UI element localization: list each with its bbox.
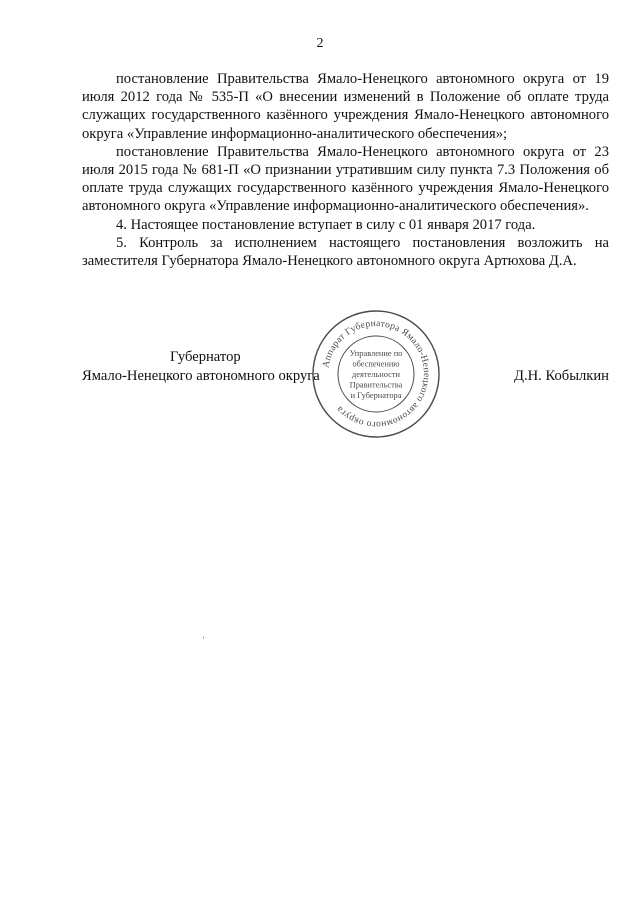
seal-outer-text: Аппарат Губернатора Ямало-Ненецкого автономного округа [321,318,432,430]
paragraph-control: 5. Контроль за исполнением настоящего постановления возложить на заместителя Губернатора Ямало-Ненецкого автономного округа Артюхова Д.А. [82,234,609,270]
signatory-region: Ямало-Ненецкого автономного округа [82,368,320,384]
seal-inner-line: и Губернатора [350,391,402,400]
signatory-name: Д.Н. Кобылкин [514,368,609,384]
seal-inner-line: деятельности [352,370,400,379]
seal-inner-line: Правительства [349,380,403,390]
page-number: 2 [316,36,324,51]
paragraph-decree-681p: постановление Правительства Ямало-Ненецкого автономного округа от 23 июля 2015 года № 681-П «О признании утратившим силу пункта 7.3 Положения об оплате труда служащих государственного казённого учреждения Ямало-Ненецкого автономного округа «Управление информационно-аналитического обеспечения». [82,143,609,215]
signatory-title: Губернатор [170,349,241,365]
scan-artifact [203,636,204,639]
seal-inner-line: Управление по [349,349,403,358]
document-body [82,70,609,270]
official-seal-stamp [310,308,442,440]
paragraph-decree-535p: постановление Правительства Ямало-Ненецкого автономного округа от 19 июля 2012 года № 535-П «О внесении изменений в Положение об оплате труда служащих государственного казённого учреждения Ямало-Ненецкого автономного округа «Управление информационно-аналитического обеспечения»; [82,71,609,142]
seal-inner-line: обеспечению [352,359,400,369]
paragraph-effective-date: 4. Настоящее постановление вступает в силу с 01 января 2017 года. [116,216,536,233]
